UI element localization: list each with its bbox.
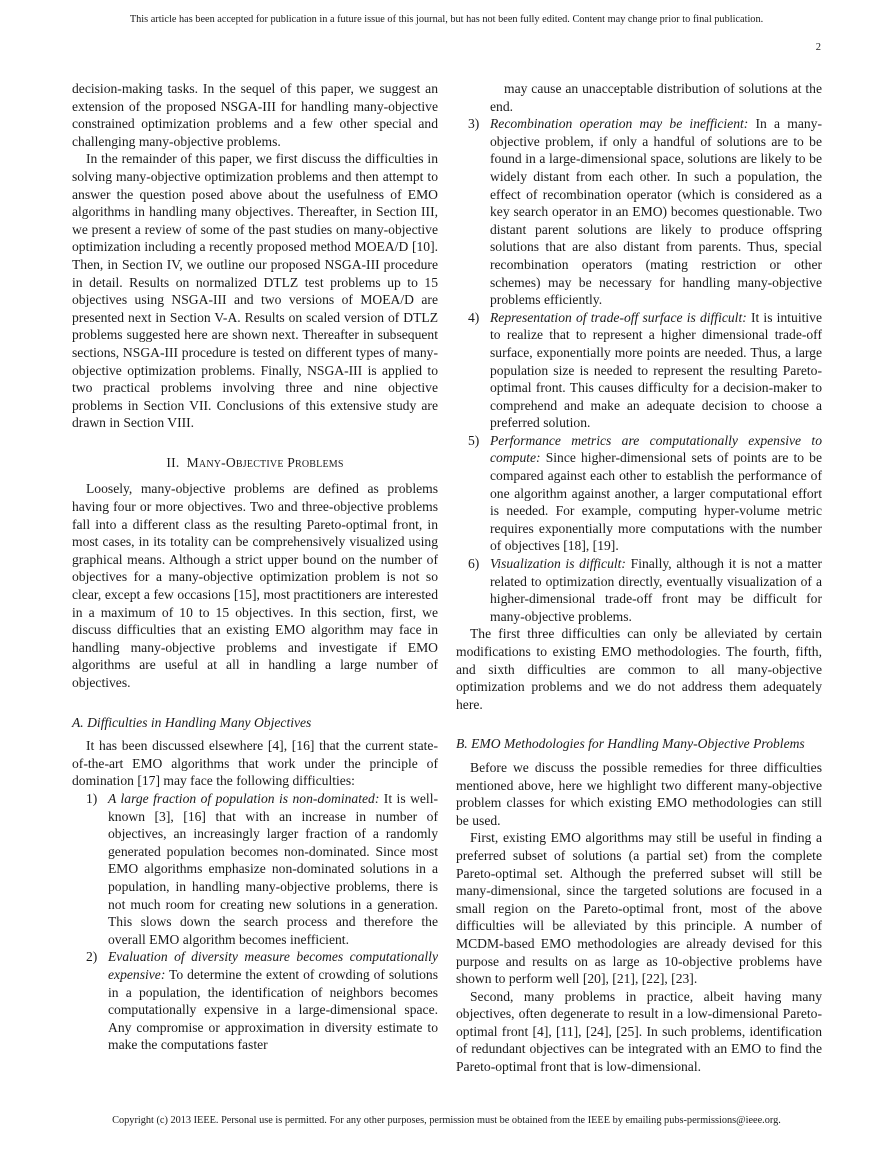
list-item-text: Finally, although it is not a matter related to optimization directly, eventually visualization of a higher-dimensional trade-off front may be difficult for many-objective problems. <box>490 556 823 624</box>
paragraph-problem-classes: Before we discuss the possible remedies for three difficulties mentioned above, here we highlight two different many-objective problem classes for which existing EMO methodologies can still be used. <box>456 759 822 828</box>
acceptance-notice: This article has been accepted for publication in a future issue of this journal, but has not been fully edited. Content may change prior to final publication. <box>129 14 764 25</box>
list-item-number: 5) <box>468 432 480 448</box>
list-item-number: 4) <box>468 309 480 325</box>
difficulties-list-right <box>456 115 822 625</box>
paragraph-difficulties-summary: The first three difficulties can only be alleviated by certain modifications to existing EMO methodologies. The fourth, fifth, and sixth difficulties are common to all many-objective optimization problems and we do not address them adequately here. <box>456 626 822 712</box>
list-item-number: 1) <box>86 790 98 806</box>
list-item-text: It is well-known [3], [16] that with an increase in number of objectives, an increasingly larger fraction of a randomly generated population becomes non-dominated. Since most EMO algorithms emphasize non-dominated solutions in a population, in handling many-objective problems, there is not much room for creating new solutions in a generation. This slows down the search process and therefore the overall EMO algorithm becomes inefficient. <box>108 790 438 947</box>
paragraph-preferred-subset: First, existing EMO algorithms may still be useful in finding a preferred subset of solutions (a partial set) from the complete Pareto-optimal set. Although the preferred subset will still be many-dimensional, since the targeted solutions are focused in a small region on the Pareto-optimal front, most of the above difficulties will be alleviated by this principle. A number of MCDM-based EMO methodologies are already devised for this purpose and results on as large as 10-objective problems have shown to perform well [20], [21], [22], [23]. <box>456 830 822 987</box>
paragraph-intro-end: decision-making tasks. In the sequel of this paper, we suggest an extension of the proposed NSGA-III for handling many-objective constrained optimization problems and a few other special and challenging many-objective problems. <box>72 81 438 149</box>
left-column <box>72 80 438 1054</box>
list-item-title: Performance metrics are computationally expensive to compute: <box>490 432 822 466</box>
copyright-footer: Copyright (c) 2013 IEEE. Personal use is permitted. For any other purposes, permission must be obtained from the IEEE by emailing pubs-permissions@ieee.org. <box>112 1115 781 1126</box>
difficulties-list-left <box>72 790 438 1054</box>
section-title: Many-Objective Problems <box>186 454 344 470</box>
section-number: II. <box>166 454 180 470</box>
list-item <box>456 309 822 432</box>
list-item <box>456 432 822 555</box>
list-item <box>456 115 822 309</box>
list-item-text: To determine the extent of crowding of solutions in a population, the identification of neighbors becomes computationally expensive in a large-dimensional space. Any compromise or approximation in diversity estimate to make the computations faster <box>108 966 438 1053</box>
list-item <box>72 790 438 948</box>
list-item-number: 3) <box>468 116 480 132</box>
section-heading-ii <box>72 454 438 472</box>
list-item-title: Visualization is difficult: <box>490 556 626 572</box>
list-item-title: A large fraction of population is non-dominated: <box>108 790 380 806</box>
paragraph-many-objective-definition: Loosely, many-objective problems are defined as problems having four or more objectives. Two and three-objective problems fall into a different class as the resulting Pareto-optimal front, in most cases, in its totality can be comprehensively visualized using graphical means. Although a strict upper bound on the number of objectives for a many-objective optimization problem is not so clear, except a few occasions [15], most practitioners are interested in a maximum of 10 to 15 objectives. In this section, first, we discuss difficulties that an existing EMO algorithm may face in handling many-objective problems and investigate if EMO algorithms are useful at all in handling a large number of objectives. <box>72 481 438 690</box>
list-item-title: Recombination operation may be inefficient: <box>490 116 749 132</box>
paragraph-difficulties-intro: It has been discussed elsewhere [4], [16] that the current state-of-the-art EMO algorithms that work under the principle of domination [17] may face the following difficulties: <box>72 738 438 789</box>
right-column <box>456 80 822 1076</box>
subsection-heading-b: B. EMO Methodologies for Handling Many-Objective Problems <box>456 736 805 752</box>
list-item-title: Evaluation of diversity measure becomes computationally expensive: <box>108 949 438 982</box>
paragraph-paper-outline: In the remainder of this paper, we first discuss the difficulties in solving many-objective optimization problems and then attempt to answer the question posed above about the usefulness of EMO algorithms in handling many objectives. Thereafter, in Section III, we present a review of some of the past studies on many-objective optimization including a recently proposed method MOEA/D [10]. Then, in Section IV, we outline our proposed NSGA-III procedure in detail. Results on normalized DTLZ test problems up to 15 objectives using NSGA-III and two versions of MOEA/D are presented next in Section V-A. Results on scaled version of DTLZ problems suggested here are shown next. Thereafter in subsequent sections, NSGA-III procedure is tested on different types of many-objective optimization problems. Finally, NSGA-III is applied to two practical problems involving three and nine objective problems in Section VII. Conclusions of this extensive study are drawn in Section VIII. <box>72 151 438 431</box>
list-item-continuation: may cause an unacceptable distribution of solutions at the end. <box>490 81 822 114</box>
paragraph-degenerate-problems: Second, many problems in practice, albeit having many objectives, often degenerate to result in a low-dimensional Pareto-optimal front [4], [11], [24], [25]. In such problems, identification of redundant objectives can be integrated with an EMO to find the Pareto-optimal front that is low-dimensional. <box>456 988 822 1075</box>
list-item-text: It is intuitive to realize that to represent a higher dimensional trade-off surface, exponentially more points are needed. Thus, a large population size is needed to represent the resulting Pareto-optimal front. This causes difficulty for a decision-maker to comprehend and make an adequate decision to choose a preferred solution. <box>490 309 822 431</box>
page-number: 2 <box>815 42 821 53</box>
list-item <box>72 948 438 1054</box>
list-item-number: 6) <box>468 556 480 572</box>
list-item-title: Representation of trade-off surface is difficult: <box>490 309 747 325</box>
list-item-number: 2) <box>86 949 98 965</box>
list-item-text: In a many-objective problem, if only a handful of solutions are to be found in a large-dimensional space, solutions are likely to be widely distant from each other. In such a population, the effect of recombination operator (which is considered as a key search operator in an EMO) becomes questionable. Two distant parent solutions are likely to produce offspring solutions that are also distant from parents. Thus, special recombination operators (mating restriction or other schemes) may be necessary for handling many-objective problems efficiently. <box>490 116 822 308</box>
list-item-text: Since higher-dimensional sets of points are to be compared against each other to establish the performance of one algorithm against another, a larger computational effort is needed. For example, computing hyper-volume metric requires exponentially more computations with the number of objectives [18], [19]. <box>490 450 822 554</box>
subsection-heading-a: A. Difficulties in Handling Many Objectives <box>72 714 312 730</box>
list-item <box>456 555 822 625</box>
